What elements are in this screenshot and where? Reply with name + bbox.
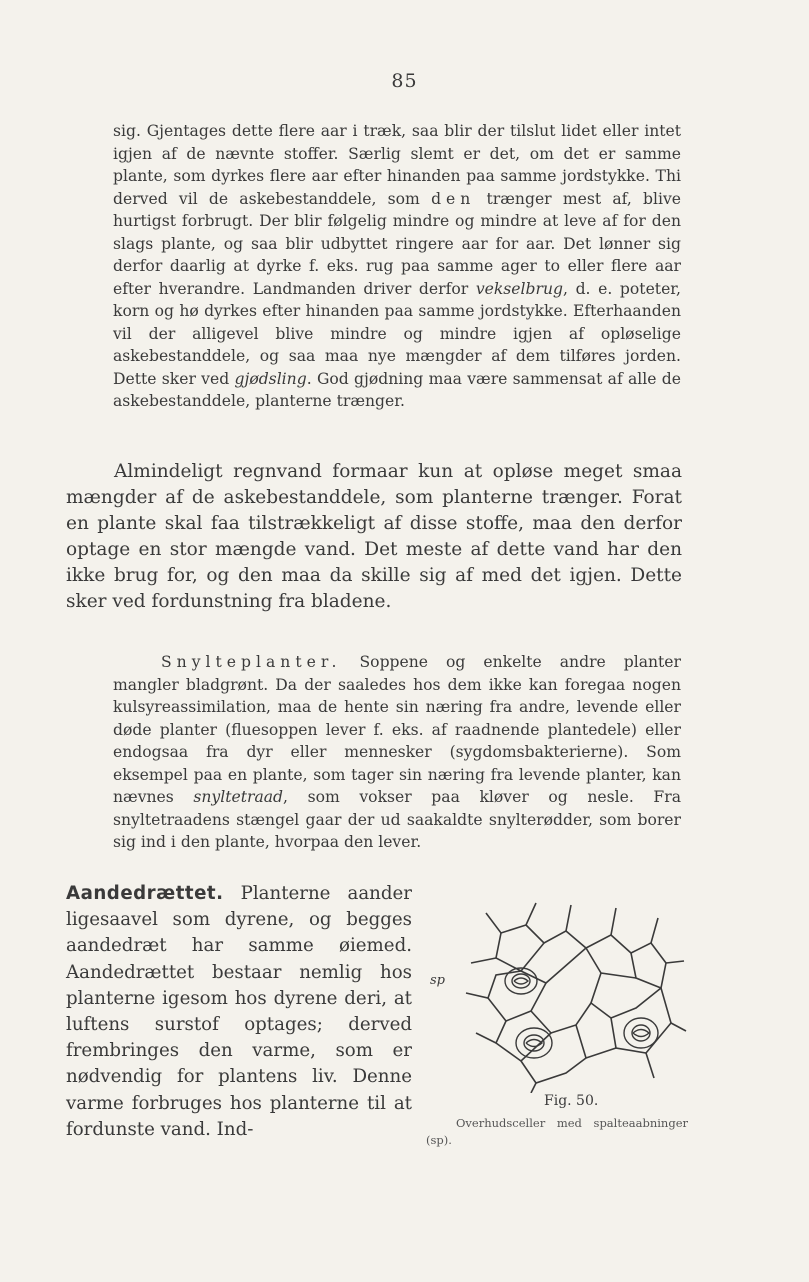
paragraph-rainwater: Almindeligt regnvand formaar kun at opløse meget smaa mængder af de askebestanddele, som planterne trænger. Forat en plante skal faa tilstrækkeligt af disse stoffe, maa den derfor optage en stor mængde vand. Det meste af dette vand har den ikke brug for, og den maa da skille sig af med det igjen. Dette sker ved fordunstning fra bladene. <box>66 461 682 612</box>
figure-number: Fig. 50. <box>544 1093 599 1109</box>
figure-50 <box>426 893 688 1175</box>
section-heading-aandedraettet: Aandedrættet. <box>66 883 224 904</box>
paragraph-parasites: Snylteplanter. Soppene og enkelte andre planter mangler bladgrønt. Da der saaledes hos dem ikke kan foregaa nogen kulsyreassimilation, maa de hente sin næring fra andre, levende eller døde planter (fluesoppen lever f. eks. af raadnende plantedele) eller endogsaa fra dyr eller mennesker (sygdomsbakterierne). Som eksempel paa en plante, som tager sin næring fra levende planter, kan nævnes snyltetraad, som vokser paa kløver og nesle. Fra snyltetraadens stængel gaar der ud saakaldte snylterødder, som borer sig ind i den plante, hvorpaa den lever. <box>113 653 681 851</box>
section-heading-snylteplanter: Snylteplanter. <box>161 653 342 671</box>
term-snyltetraad: snyltetraad <box>193 788 284 806</box>
spaced-word: den <box>431 189 476 208</box>
figure-caption: Overhudsceller med spalteaabninger (sp). <box>426 1116 688 1147</box>
page-number: 85 <box>391 70 418 92</box>
term-vekselbrug: vekselbrug <box>475 279 563 298</box>
figure-label-sp: sp <box>430 973 445 988</box>
epidermis-cells-illustration <box>426 893 688 1093</box>
paragraph-fertilizing: sig. Gjentages dette flere aar i træk, saa blir der tilslut lidet eller intet igjen af de nævnte stoffer. Særlig slemt er det, om det er samme plante, som dyrkes flere aar efter hinanden paa samme jordstykke. Thi derved vil de askebestanddele, som den trænger mest af, blive hurtigst forbrugt. Der blir følgelig mindre og mindre at leve af for den slags plante, og saa blir udbyttet ringere aar for aar. Det lønner sig derfor daarlig at dyrke f. eks. rug paa samme ager to eller flere aar efter hverandre. Landmanden driver derfor vekselbrug, d. e. poteter, korn og hø dyrkes efter hinanden paa samme jordstykke. Efterhaanden vil der alligevel blive mindre og mindre igjen af opløselige askebestanddele, og saa maa nye mængder af dem tilføres jorden. Dette sker ved gjødsling. God gjødning maa være sammensat af alle de askebestanddele, planterne trænger. <box>113 122 681 410</box>
paragraph-respiration: Aandedrættet. Planterne aander ligesaavel som dyrene, og begges aandedræt har samme øiemed. Aandedrættet bestaar nemlig hos planterne igesom hos dyrene deri, at luftens surstof optages; derved frembringes den varme, som er nødvendig for plantens liv. Denne varme forbruges hos planterne til at fordunste vand. Ind- <box>66 883 412 1140</box>
term-gjodsling: gjødsling <box>234 369 307 388</box>
